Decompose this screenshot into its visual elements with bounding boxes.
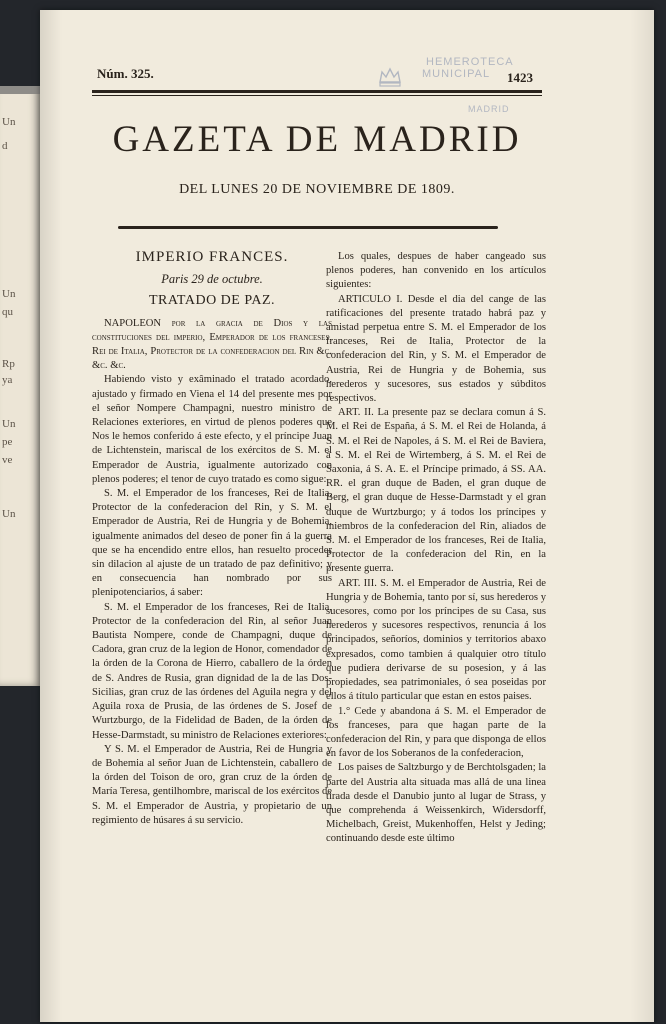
paragraph: Los quales, despues de haber cangeado sus plenos poderes, han convenido en los artículos siguientes: — [326, 251, 546, 291]
article-text: Desde el dia del cange de las ratificaciones del presente tratado habrá paz y amistad perpetua entre S. M. el Emperador de los franceses, Rei de Italia, Protector de la confederacion del Rin, y S. M. el Emperador de Austria, Rei de Hungria y de Bohemia, sus herederos y sucesores, sus estados y súbditos respectivos. — [326, 293, 546, 405]
article-heading: TRATADO DE PAZ. — [148, 293, 276, 309]
left-page-fragment: qu — [2, 306, 13, 318]
page-edge-band — [0, 86, 42, 94]
left-page-fragment: ya — [2, 374, 13, 386]
adjacent-page-edge — [0, 86, 42, 686]
column-right — [326, 250, 546, 847]
article-text: La presente paz se declara comun á S. M. el Rei de España, á S. M. el Rei de Holanda, á S. M. el Rei de Napoles, á S. M. el Rei de Baviera, á S. M. el Rei de Wirtemberg, á S. M. el Rei de Saxonia, á S. A. E. el Príncipe primado, á SS. AA. RR. el gran duque de Baden, el gran duque de Berg, el gran duque de Hesse-Darmstadt y el gran duque de Wurtzburgo; y á todos los príncipes y miembros de la confederacion del Rin, aliados de S. M. el Emperador de los franceses, Rei de Italia, Protector de la confederacion del Rin, en la presente guerra. — [326, 407, 547, 575]
stamp-line: MADRID — [468, 104, 510, 114]
paragraph: NAPOLEON por la gracia de Dios y las constituciones del imperio, Emperador de los franceses, Rei de Italia, Protector de la confederacion del Rin &c. &c. &c. — [92, 317, 332, 372]
article-paragraph — [326, 406, 546, 576]
issue-number: Núm. 325. — [97, 66, 154, 81]
paragraph: Los paises de Saltzburgo y de Berchtolsgaden; la parte del Austria alta situada mas allá de una linea tirada desde el Danubio junto al lugar de Strass, y que comprehenda á Weissenkirch, Widersdorff, Michelbach, Greist, Mukenhoffen, Helst y Jeding; continuando desde este último — [326, 762, 546, 845]
left-page-fragment: Un — [2, 508, 16, 520]
left-page-fragment: Un — [2, 116, 16, 128]
section-heading: IMPERIO FRANCES. — [135, 249, 289, 265]
stamp-line: HEMEROTECA — [426, 56, 514, 68]
dateline: Paris 29 de octubre. — [161, 272, 263, 287]
article-label: ART. III. — [338, 577, 377, 589]
paragraph: Y S. M. el Emperador de Austria, Rei de Hungria y de Bohemia al señor Juan de Lichtenstein, caballero de la órden del Toison de oro, gran cruz de la órden de María Teresa, gentilhombre, mariscal de los exércitos de S. M. el Emperador de Austria, y propietario de un regimiento de húsares á su servicio. — [92, 743, 332, 826]
left-page-fragment: Un — [2, 418, 16, 430]
left-page-fragment: Un — [2, 288, 16, 300]
article-paragraph — [326, 293, 546, 407]
masthead-divider — [118, 226, 498, 229]
left-page-fragment: pe — [2, 436, 13, 448]
article-label: ARTICULO I. — [338, 293, 403, 305]
article-text: S. M. el Emperador de Austria, Rei de Hungria y de Bohemia, tanto por sí, sus herederos y sucesores, como por los príncipes de su Casa, sus herederos y sucesores respectivos, renuncia á los principados, señoríos, dominios y territorios abaxo expresados, como tambien á qualquier otro título que pudiera derivarse de su posesion, y á las propiedades, sea patrimoniales, ó sea poseidas por ellos á título particular que estan en estos paises. — [326, 577, 546, 703]
left-page-fragment: d — [2, 140, 8, 152]
paragraph: S. M. el Emperador de los franceses, Rei de Italia, Protector de la confederacion del Rin, al señor Juan Bautista Nompere, conde de Champagni, duque de Cadora, gran cruz de la legion de Honor, comendador de la órden de la Corona de Hierro, caballero de la órden de S. Andres de Rusia, gran dignidad de la de las Dos-Sicilias, gran cruz de las órdenes del Aguila negra y del Aguila roxa de Prusia, de las órdenes de S. Josef de Wurtzburgo, de la Fidelidad de Baden, de la órden de Hesse-Darmstadt, su ministro de Relaciones exteriores: — [92, 601, 332, 741]
issue-date: DEL LUNES 20 DE NOVIEMBRE DE 1809. — [179, 182, 455, 197]
stamp-line: MUNICIPAL — [422, 68, 491, 80]
page-number: 1423 — [507, 70, 533, 85]
paragraph: Habiendo visto y exâminado el tratado acordado, ajustado y firmado en Viena el 14 del presente mes por el señor Nompere Champagni, nuestro ministro de Relaciones exteriores, en virtud de plenos poderes que Nos le hemos conferido á este efecto, y el príncipe Juan de Lichtenstein, mariscal de los exércitos de S. M. el Emperador de Austria, igualmente autorizado con plenos poderes; el tenor de cuyo tratado es como sigue: — [92, 374, 332, 485]
crown-icon — [378, 66, 402, 88]
header-rule-thin — [92, 95, 542, 96]
newspaper-page — [40, 10, 654, 1022]
article-label: ART. II. — [338, 407, 374, 419]
article-paragraph — [326, 577, 546, 705]
left-page-fragment: ve — [2, 454, 13, 466]
paragraph: 1.° Cede y abandona á S. M. el Emperador de los franceses, para que hagan parte de la confederacion del Rin, y para que disponga de ellos en favor de los Soberanos de la confederacion, — [326, 705, 546, 760]
library-stamp — [378, 54, 528, 114]
paragraph: S. M. el Emperador de los franceses, Rei de Italia, Protector de la confederacion del Rin, y S. M. el Emperador de Austria, Rei de Hungria y de Bohemia, igualmente animados del deseo de poner fin á la guerra que se ha encendido entre ellos, han resuelto proceder sin dilacion al ajuste de un tratado de paz definitivo; y en consecuencia han nombrado por sus plenipotenciarios, á saber: — [92, 488, 332, 599]
column-left — [92, 246, 332, 828]
left-page-fragment: Rp — [2, 358, 15, 370]
masthead-title: GAZETA DE MADRID — [112, 119, 522, 160]
header-rule — [92, 90, 542, 93]
